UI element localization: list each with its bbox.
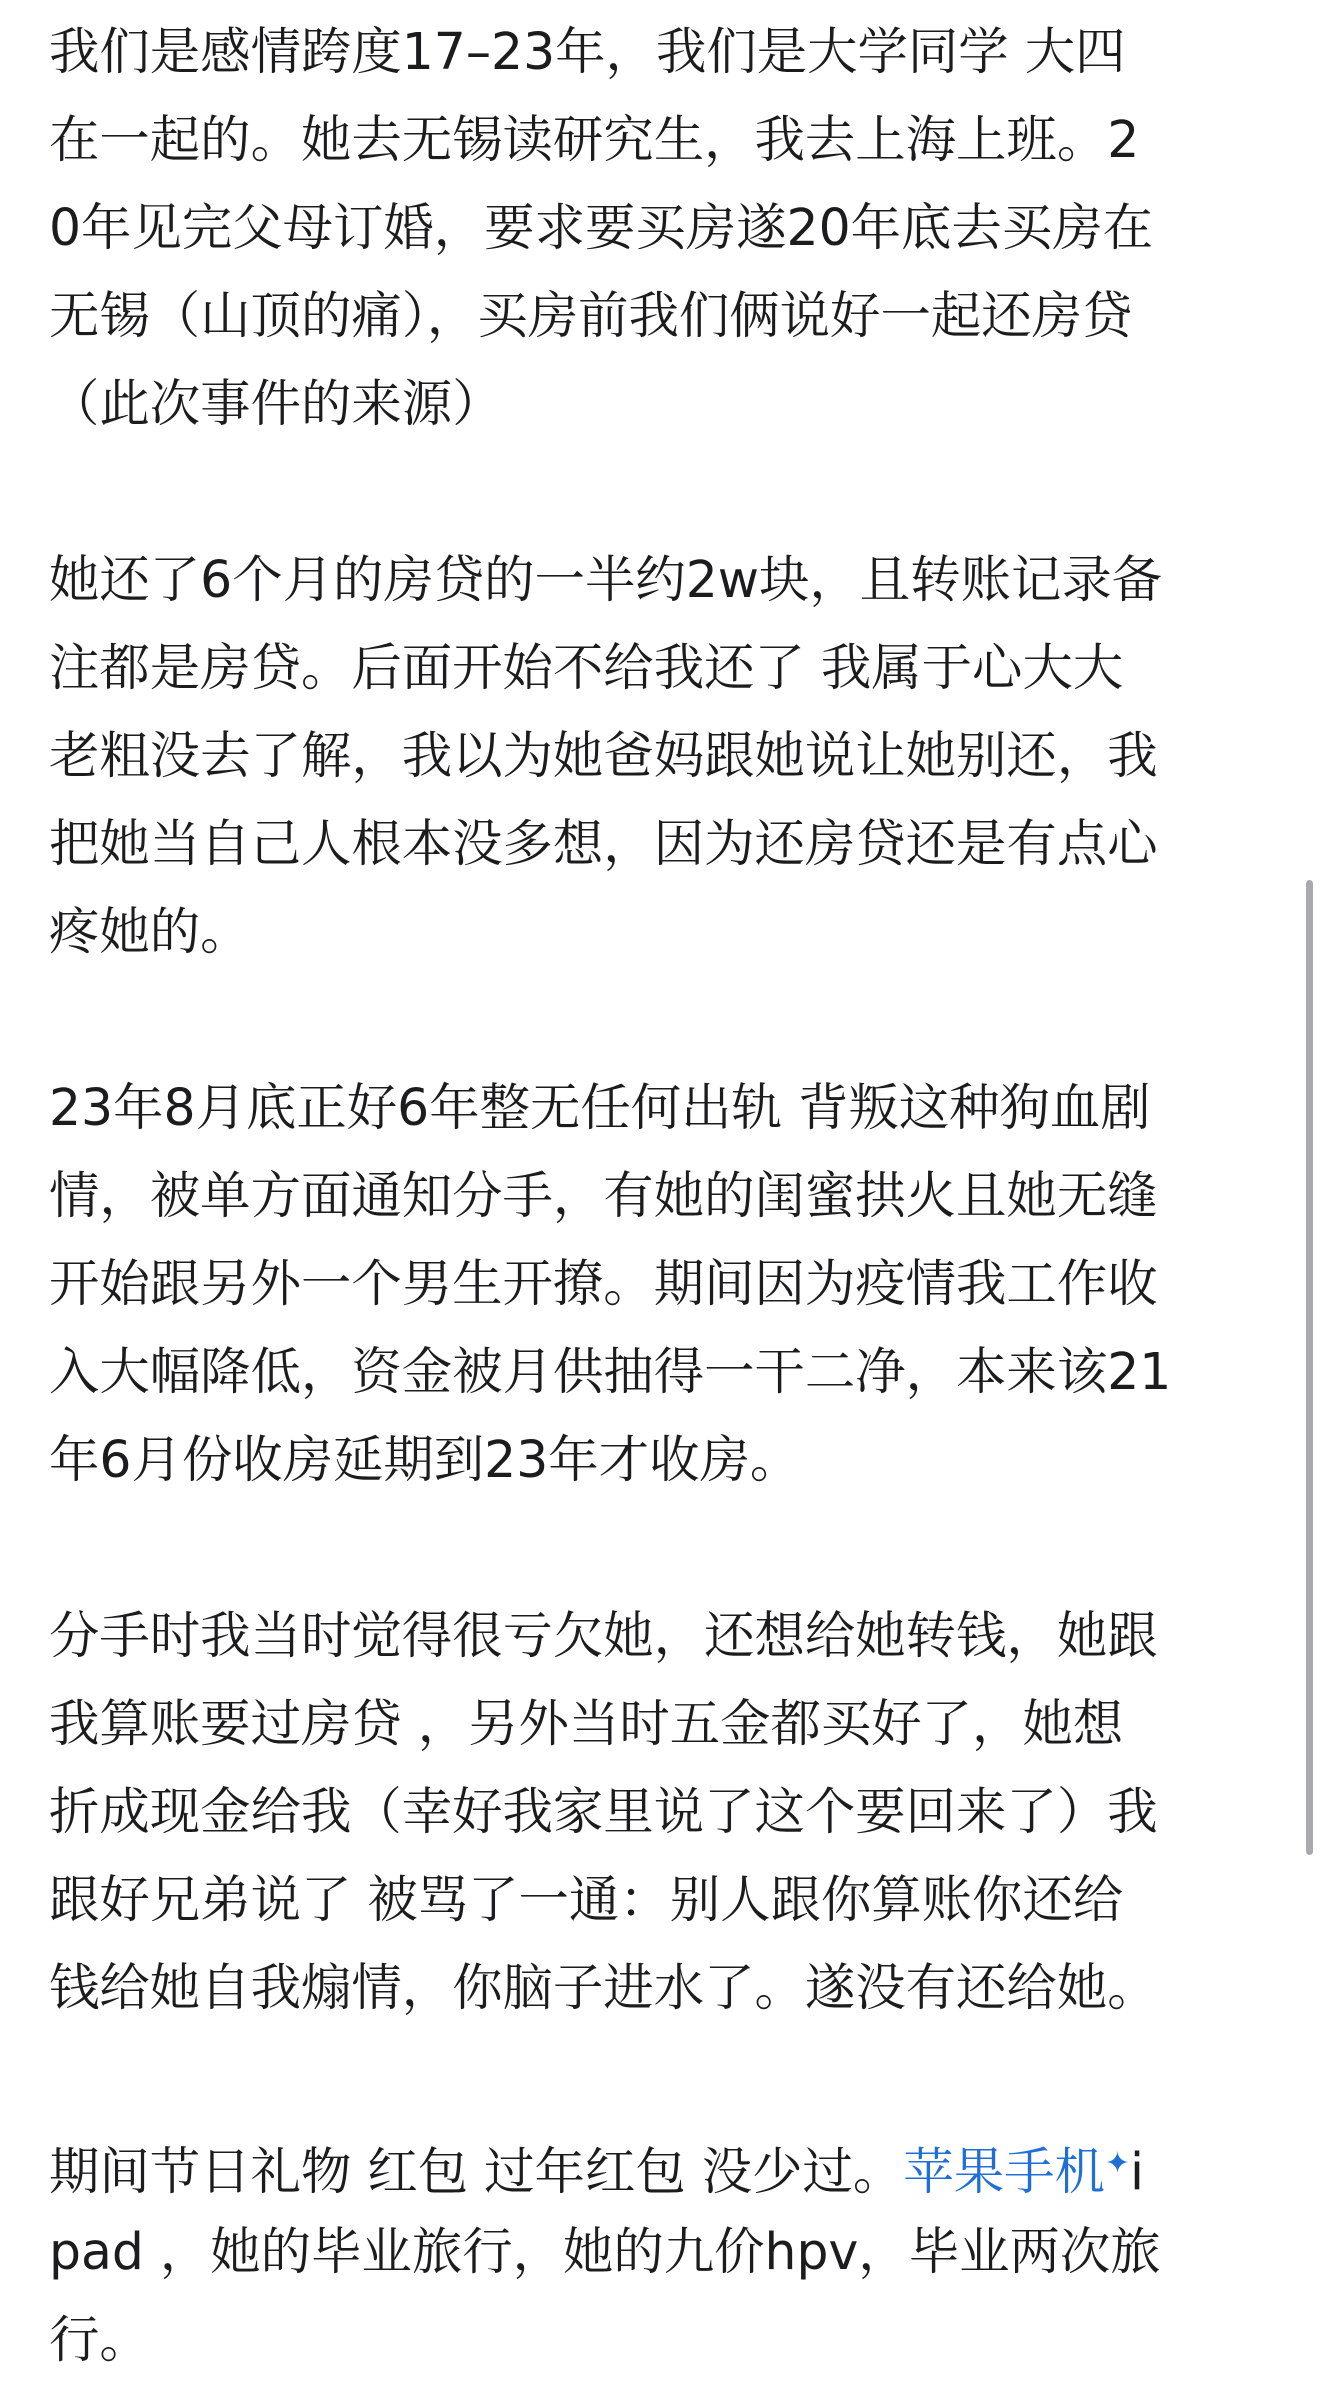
text-line: （此次事件的来源） — [49, 374, 503, 433]
text-segment: 期间节日礼物 红包 过年红包 没少过。 — [49, 2142, 904, 2201]
product-link-iphone[interactable] — [903, 2142, 1130, 2201]
text-line: 她还了6个月的房贷的一半约2w块，且转账记录备 — [49, 550, 1163, 609]
text-line: 老粗没去了解，我以为她爸妈跟她说让她别还，我 — [49, 726, 1158, 785]
text-line: 23年8月底正好6年整无任何出轨 背叛这种狗血剧 — [49, 1078, 1151, 1137]
vertical-scrollbar[interactable] — [1306, 880, 1313, 1855]
text-line: 0年见完父母订婚，要求要买房遂20年底去买房在 — [49, 198, 1153, 257]
text-line-with-link — [49, 2120, 1271, 2208]
paragraph-1 — [49, 8, 1271, 448]
text-line: 折成现金给我（幸好我家里说了这个要回来了）我 — [49, 1782, 1158, 1841]
product-link-label: 苹果手机 — [903, 2142, 1105, 2201]
text-line: 分手时我当时觉得很亏欠她，还想给她转钱，她跟 — [49, 1606, 1158, 1665]
text-line: 跟好兄弟说了 被骂了一通：别人跟你算账你还给 — [49, 1870, 1124, 1929]
text-line: 情，被单方面通知分手，有她的闺蜜拱火且她无缝 — [49, 1166, 1158, 1225]
text-line: 入大幅降低，资金被月供抽得一干二净，本来该21 — [49, 1342, 1172, 1401]
text-line: 我算账要过房贷 ，另外当时五金都买好了，她想 — [49, 1694, 1124, 1753]
text-line: pad ，她的毕业旅行，她的九价hpv，毕业两次旅 — [49, 2222, 1161, 2281]
text-line: 我们是感情跨度17–23年，我们是大学同学 大四 — [49, 22, 1126, 81]
paragraph-3 — [49, 1064, 1271, 1504]
text-line: 钱给她自我煽情，你脑子进水了。遂没有还给她。 — [49, 1958, 1158, 2017]
sparkle-icon: ✦ — [1104, 2146, 1131, 2181]
paragraph-4 — [49, 1592, 1271, 2032]
text-line: 把她当自己人根本没多想，因为还房贷还是有点心 — [49, 814, 1158, 873]
post-body — [49, 8, 1271, 2384]
text-line: 注都是房贷。后面开始不给我还了 我属于心大大 — [49, 638, 1124, 697]
text-line: 在一起的。她去无锡读研究生，我去上海上班。2 — [49, 110, 1140, 169]
text-line: 行。 — [49, 2310, 150, 2369]
text-line: 无锡（山顶的痛），买房前我们俩说好一起还房贷 — [49, 286, 1133, 345]
paragraph-2 — [49, 536, 1271, 976]
text-line: 年6月份收房延期到23年才收房。 — [49, 1430, 801, 1489]
text-line: 开始跟另外一个男生开撩。期间因为疫情我工作收 — [49, 1254, 1158, 1313]
text-segment: i — [1130, 2142, 1145, 2201]
paragraph-5 — [49, 2120, 1271, 2384]
text-line: 疼她的。 — [49, 902, 251, 961]
